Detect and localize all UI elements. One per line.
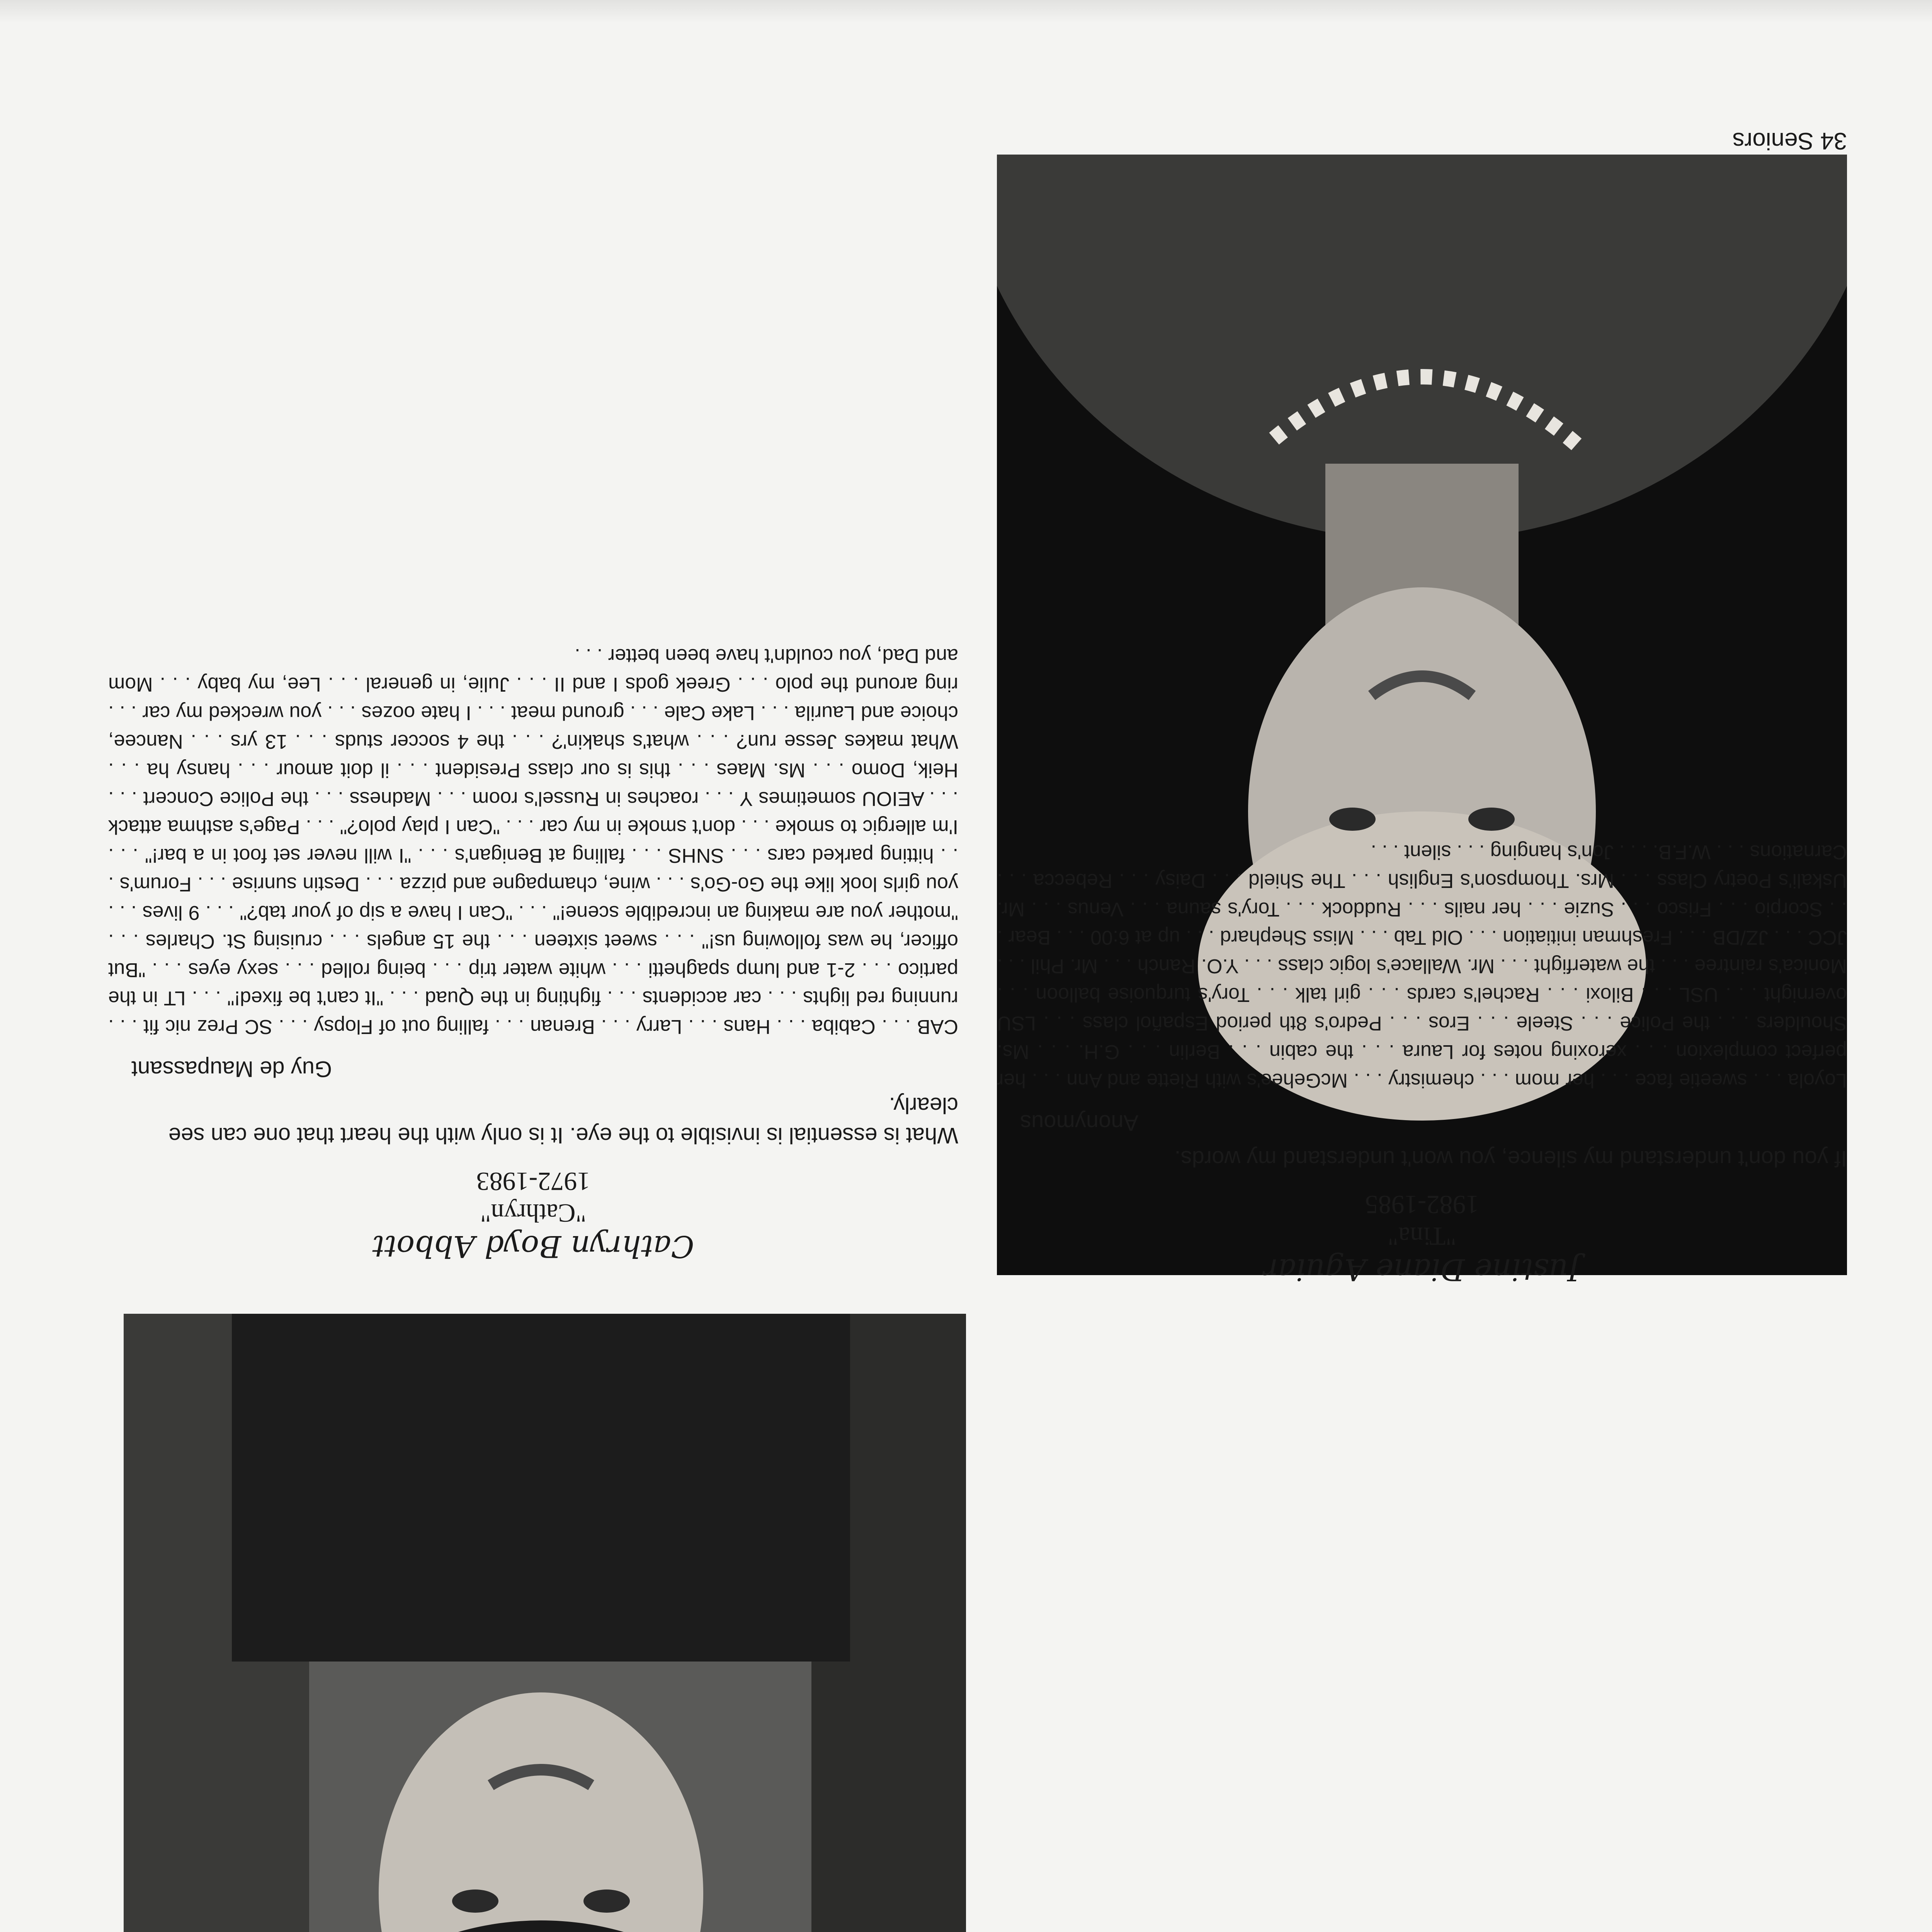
page-footer [1733, 127, 1847, 155]
senior-quote: If you don't understand my silence, you won't understand my words. [1174, 1146, 1847, 1171]
senior-entry-aguiar [997, 837, 1847, 1287]
senior-nickname: "Cathryn" [480, 1199, 587, 1228]
senior-entry-abbott [108, 641, 958, 1264]
page-number: 34 [1820, 128, 1847, 154]
section-name: Seniors [1732, 128, 1814, 154]
senior-name: Cathryn Boyd Abbott [372, 1229, 694, 1264]
senior-memories: Loyola . . . sweetie face . . . her mom . . . chemistry . . . McGehee's with Riette and Ann . . . her perfect complexion . . . xeroxing notes for Laura . . . the cabin . . . Berlin . . . G.H. . . . Ms. Shoulders . . . the Police . . . Steele . . . Eros . . . Pedro's 8th period Español class . . . LSU overnight . . . USL . . . Biloxi . . . Rachel's cards . . . girl talk . . . Tory's turquoise balloon . . . Monica's raintree . . . the waterfight . . . Mr. Wallace's logic class . . . Y.O. Ranch . . . Mr. Phil . . . JCC . . . JZ/DB . . . Freshman initiation . . . Old Tab . . . Miss Shephard . . . up at 6:00 . . . Bear . . . Scorpio . . . Frisco . . . Suzie . . . her nails . . . Ruddock . . . Tory's sauna . . . Venus . . . Mr. Uskali's Poetry Class . . . Mrs. Thompson's English . . . The Shield . . . Daisy . . . Rebecca . . . Carnations . . . W.F.B. . . . Jon's hanging . . . silent . . . [997, 840, 1847, 1092]
senior-name: Justine Diane Aguiar [1264, 1252, 1580, 1287]
senior-nickname: "Tina" [1388, 1222, 1456, 1251]
senior-portrait-aguiar [124, 1314, 966, 1932]
senior-years: 1982-1985 [1365, 1190, 1479, 1220]
quote-author: Guy de Maupassant [131, 1056, 332, 1082]
senior-years: 1972-1983 [476, 1167, 590, 1197]
senior-quote: What is essential is invisible to the eye. It is only with the heart that one can see clearly. [168, 1092, 958, 1148]
senior-memories: CAB . . . Cabiba . . . Hans . . . Larry . . . Brenan . . . falling out of Flopsy . . . SC Prez nic fit . . . running red lights . . . car accidents . . . fighting in the Quad . . . "It can't be fixed!" . . . LT in the partico . . . 2-1 and lump spaghetti . . . white water trip . . . being rolled . . . sexy eyes . . . "But officer, he was following us!" . . . sweet sixteen . . . the 15 angels . . . cruising St. Charles . . . "mother you are making an incredible scene!" . . . "Can I have a sip of your tab?" . . . 9 lives . . . you girls look like the Go-Go's . . . wine, champagne and pizza . . . Destin sunrise . . . Forum's . . . hitting parked cars . . . SNHS . . . falling at Benigan's . . . "I will never set foot in a bar!" . . . I'm allergic to smoke . . . don't smoke in my car . . . "Can I play polo?" . . . Page's asthma attack . . . AEIOU sometimes Y . . . roaches in Russel's room . . . Madness . . . the Police Concert . . . Heik, Domo . . . Ms. Maes . . . this is our class President . . . il doit amour . . . hansy ha . . . What makes Jesse run? . . . what's shakin'? . . . the 4 soccer studs . . . 13 yrs . . . Nancee, choice and Laurila . . . Lake Cale . . . ground meat . . . I hate oozes . . . you wrecked my car . . . ring around the polo . . . Greek gods I and II . . . Julie, in general . . . Lee, my baby . . . Mom and Dad, you couldn't have been better . . . [108, 645, 958, 1038]
scan-edge [0, 0, 1932, 23]
quote-author: Anonymous [1020, 1110, 1139, 1135]
